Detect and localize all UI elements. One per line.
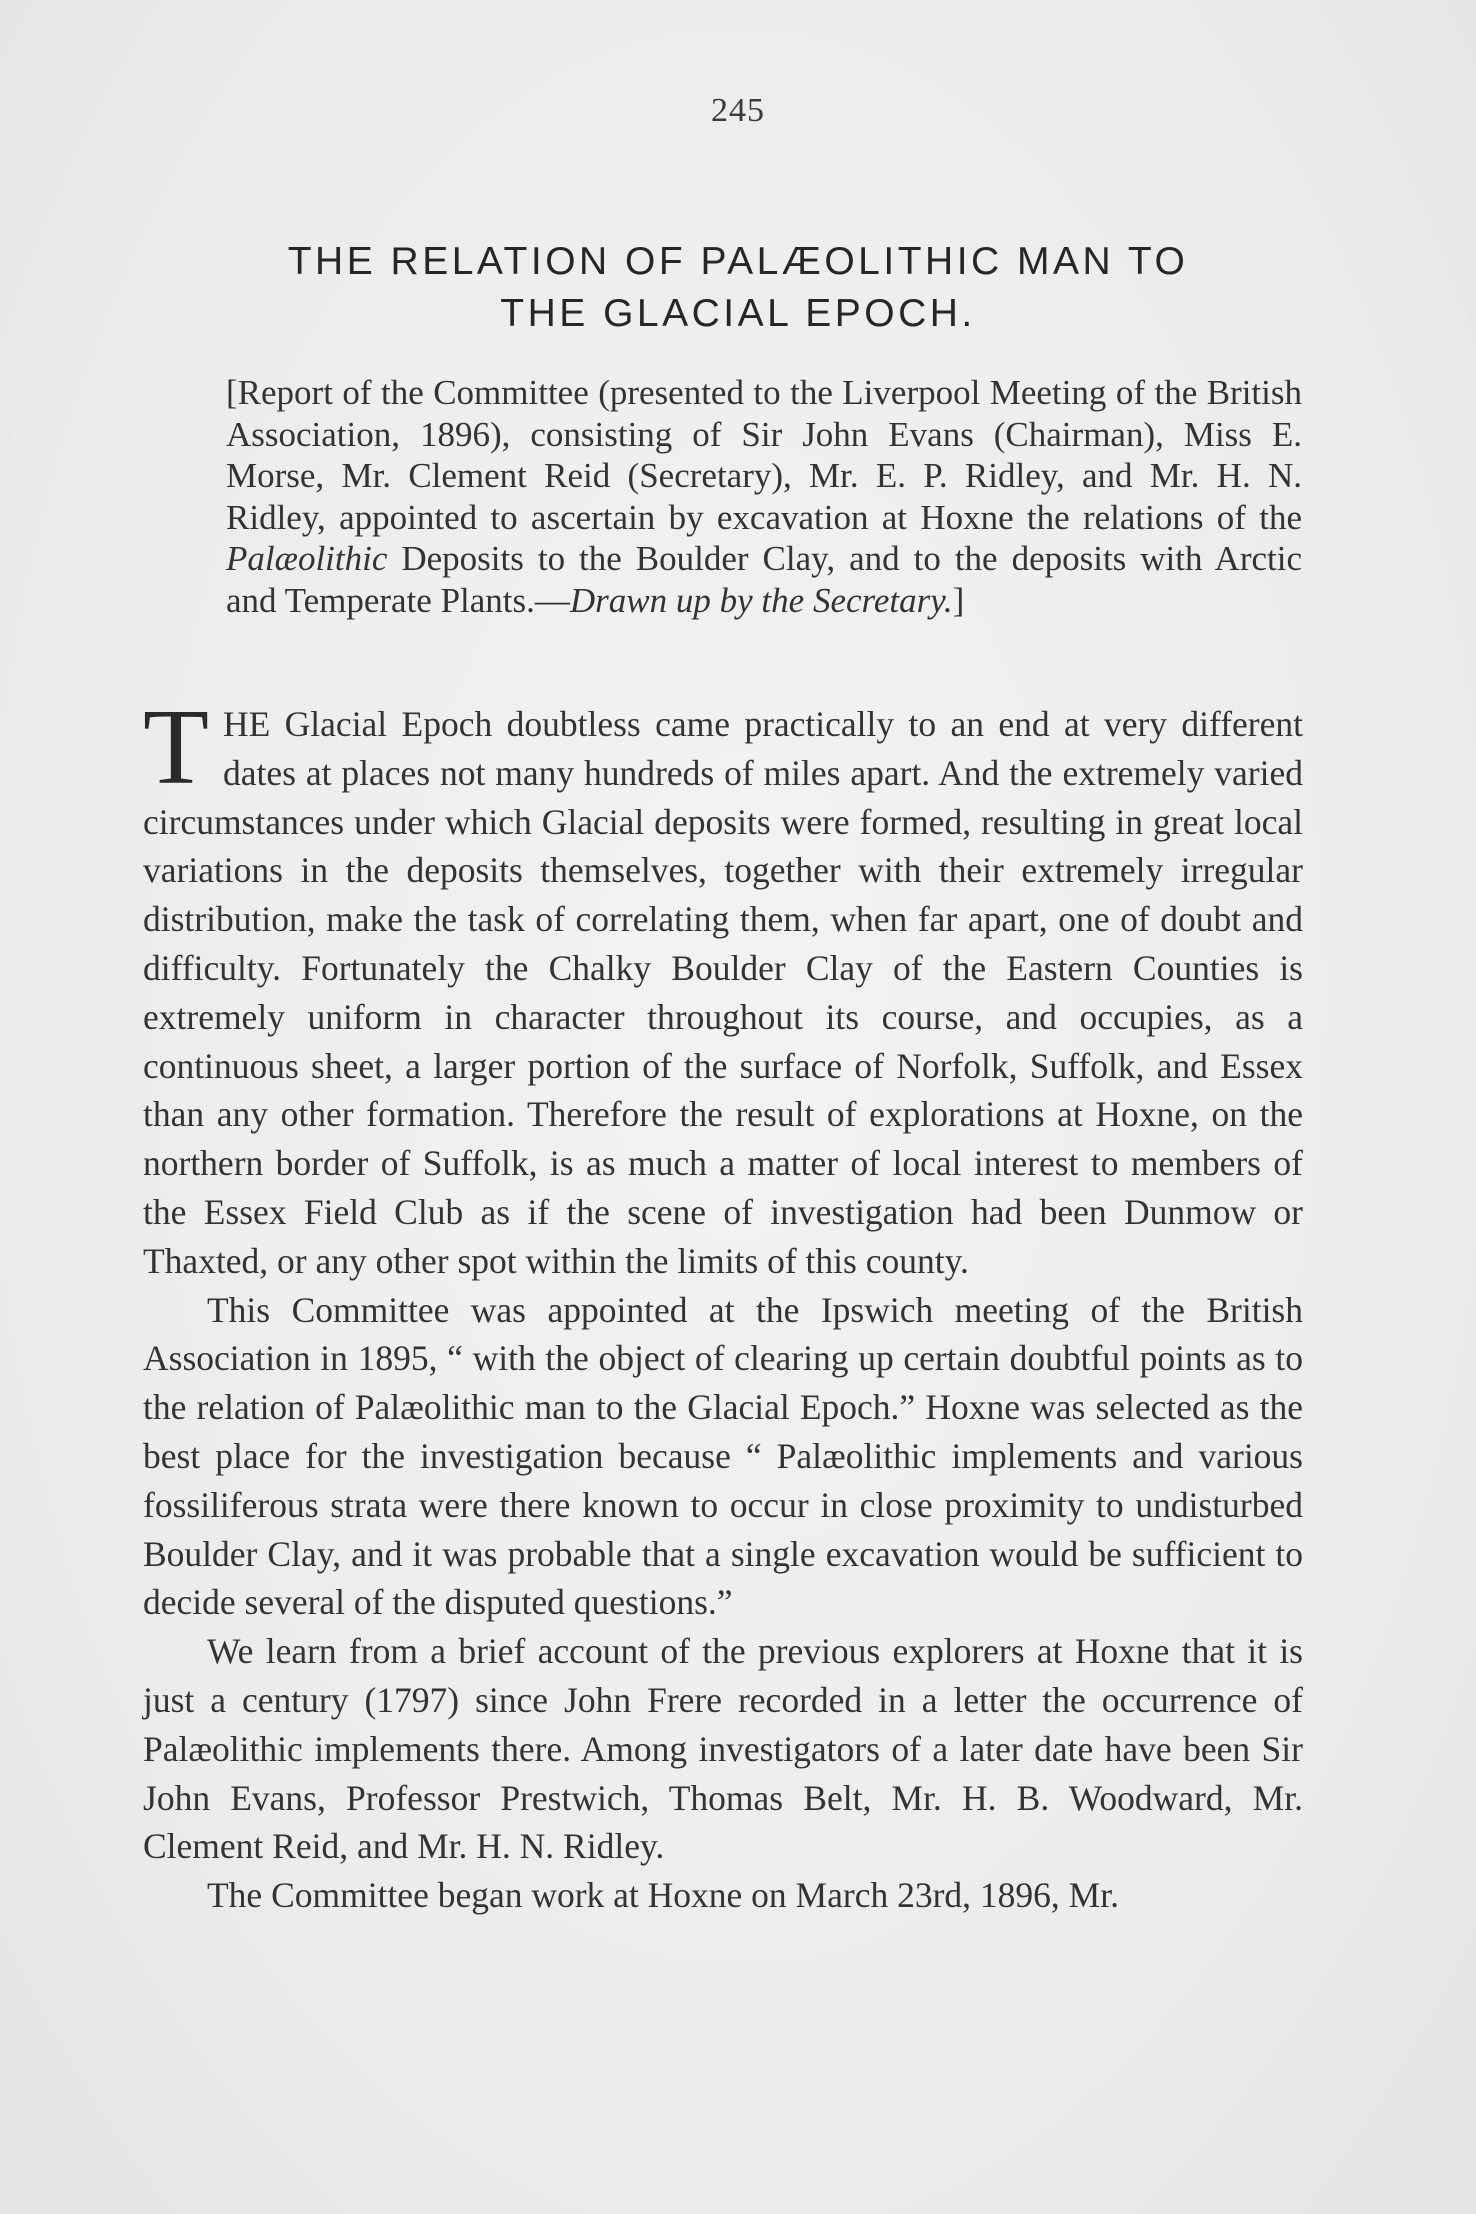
paragraph-2: This Committee was appointed at the Ipswich meeting of the British Association in 1895, “ with the object of clearing up certain doubtful points as to the relation of Palæolithic man to the Glacial Epoch.” Hoxne was selected as the best place for the investigation because “ Palæolithic implements and various fossiliferous strata were there known to occur in close proximity to undisturbed Boulder Clay, and it was probable that a single excavation would be sufficient to decide several of the disputed questions.” bbox=[143, 1289, 1303, 1623]
report-text-1: [Report of the Committee (presented to the Liverpool Meeting of the British Association, 1896), consisting of Sir John Evans (Chairman), Miss E. Morse, Mr. Clement Reid (Secretary), Mr. E. P. Ridley, and Mr. H. N. Ridley, appointed to ascertain by excavation at Hoxne the relations of the bbox=[226, 373, 1302, 537]
paragraph-1 bbox=[143, 688, 1303, 1286]
article-title bbox=[140, 236, 1336, 340]
paragraph-1-text: HE Glacial Epoch doubtless came practically to an end at very different dates at places not many hundreds of miles apart. And the extremely varied circumstances under which Glacial deposits were formed, resulting in great local variations in the deposits themselves, together with their extremely irregular distribution, make the task of correlating them, when far apart, one of doubt and difficulty. Fortunately the Chalky Boulder Clay of the Eastern Counties is extremely uniform in character throughout its course, and occupies, as a continuous sheet, a larger portion of the surface of Norfolk, Suffolk, and Essex than any other formation. Therefore the result of explorations at Hoxne, on the northern border of Suffolk, is as much a matter of local interest to members of the Essex Field Club as if the scene of investigation had been Dunmow or Thaxted, or any other spot within the limits of this county. bbox=[143, 704, 1303, 1281]
title-line-2: THE GLACIAL EPOCH. bbox=[500, 292, 976, 335]
paragraph-4: The Committee began work at Hoxne on March 23rd, 1896, Mr. bbox=[207, 1875, 1119, 1916]
report-italic-term: Palæolithic bbox=[226, 539, 388, 578]
article-body bbox=[143, 688, 1303, 1920]
report-text-2: Deposits to the Boulder Clay, and to the deposits with Arctic and Temperate Plants.— bbox=[226, 539, 1302, 620]
paragraph-3: We learn from a brief account of the previous explorers at Hoxne that it is just a century (1797) since John Frere recorded in a letter the occurrence of Palæolithic implements there. Among investigators of a later date have been Sir John Evans, Professor Prestwich, Thomas Belt, Mr. H. B. Woodward, Mr. Clement Reid, and Mr. H. N. Ridley. bbox=[143, 1631, 1303, 1867]
report-credit: Drawn up by the Secretary. bbox=[569, 580, 953, 620]
report-note bbox=[226, 372, 1302, 621]
drop-cap: T bbox=[143, 688, 209, 807]
report-closing-bracket: ] bbox=[952, 580, 965, 620]
page-number: 245 bbox=[711, 92, 765, 129]
title-line-1: THE RELATION OF PALÆOLITHIC MAN TO bbox=[287, 240, 1189, 283]
